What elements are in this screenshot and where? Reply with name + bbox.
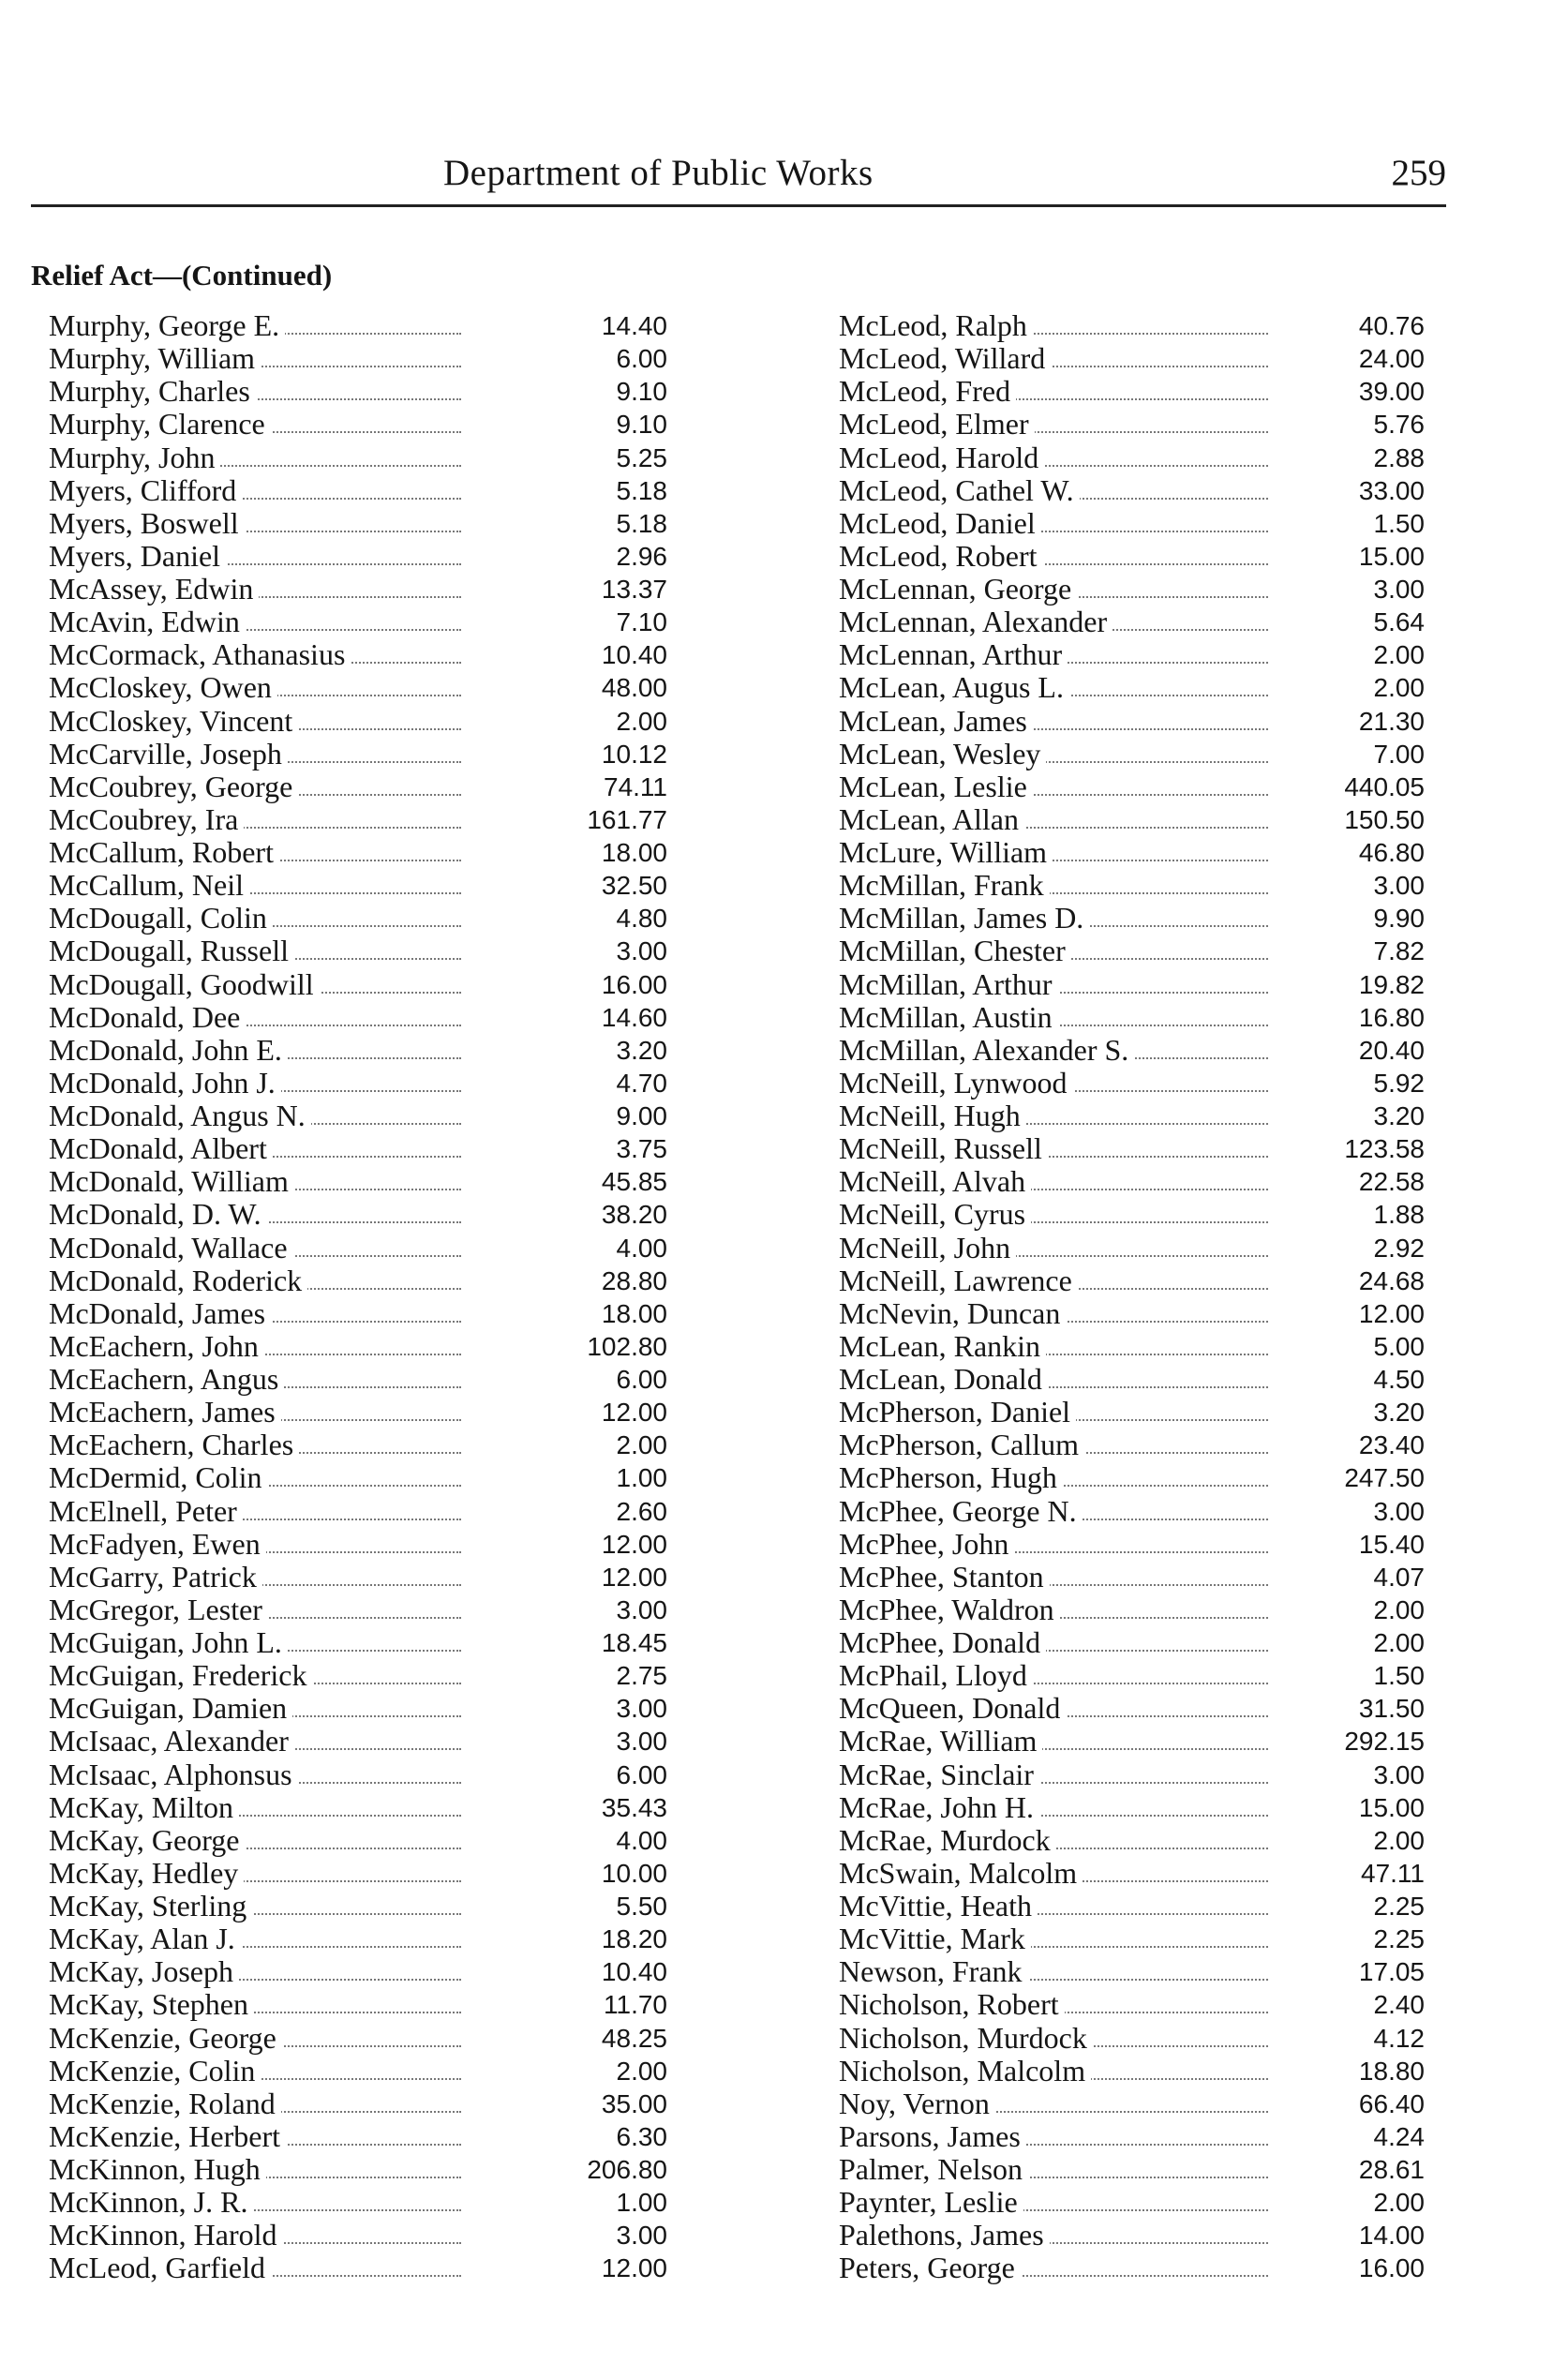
entry-amount: 33.00 <box>1358 475 1425 505</box>
entry-name: McKenzie, George <box>49 2022 282 2055</box>
entry-name: McGuigan, Damien <box>49 1692 292 1725</box>
entry-amount: 6.00 <box>616 1759 667 1789</box>
entry-amount: 39.00 <box>1358 377 1425 407</box>
entry-name: McCarville, Joseph <box>49 738 288 771</box>
entry-amount: 5.76 <box>1373 410 1425 440</box>
entry-amount: 6.00 <box>616 344 667 374</box>
entry-name: McCallum, Robert <box>49 836 279 869</box>
entry-amount: 21.30 <box>1358 706 1425 736</box>
entry-amount: 12.00 <box>601 2253 667 2283</box>
entry-name: McEachern, John <box>49 1330 264 1363</box>
entry-name: McLean, Augus L. <box>839 671 1069 704</box>
entry-name: McCoubrey, Ira <box>49 803 244 836</box>
entry-amount: 24.68 <box>1358 1265 1425 1295</box>
entry-name: McFadyen, Ewen <box>49 1528 266 1561</box>
entry-amount: 2.60 <box>616 1496 667 1526</box>
entry-amount: 9.00 <box>616 1101 667 1130</box>
entry-amount: 28.80 <box>601 1265 667 1295</box>
entry-name: McKay, Milton <box>49 1791 239 1824</box>
entry-name: McRae, William <box>839 1725 1042 1758</box>
entry-amount: 35.00 <box>601 2088 667 2118</box>
entry-amount: 15.00 <box>1358 1792 1425 1822</box>
entry-name: Murphy, George E. <box>49 309 285 342</box>
entry-name: McGuigan, Frederick <box>49 1659 312 1692</box>
entry-name: Nicholson, Murdock <box>839 2022 1093 2055</box>
entry-name: McNevin, Duncan <box>839 1297 1066 1330</box>
entry-name: Murphy, John <box>49 441 220 474</box>
entry-name: McIsaac, Alphonsus <box>49 1758 298 1791</box>
entry-amount: 4.12 <box>1373 2023 1425 2053</box>
entry-amount: 3.20 <box>1373 1398 1425 1428</box>
entry-amount: 2.00 <box>1373 1825 1425 1855</box>
entry-name: Peters, George <box>839 2252 1021 2284</box>
entry-name: McVittie, Mark <box>839 1923 1031 1955</box>
entry-name: McLeod, Garfield <box>49 2252 271 2284</box>
entry-name: McElnell, Peter <box>49 1495 243 1528</box>
entry-amount: 2.00 <box>1373 673 1425 703</box>
entry-name: Nicholson, Robert <box>839 1988 1065 2021</box>
entry-amount: 2.25 <box>1373 1924 1425 1954</box>
entry-name: McDonald, Albert <box>49 1132 273 1165</box>
entry-name: Paynter, Leslie <box>839 2186 1023 2219</box>
entry-amount: 206.80 <box>587 2155 667 2184</box>
entry-amount: 292.15 <box>1344 1727 1425 1757</box>
entry-name: McPherson, Callum <box>839 1429 1084 1461</box>
entry-name: McNeill, Russell <box>839 1132 1048 1165</box>
entry-name: McDonald, William <box>49 1165 294 1198</box>
entry-name: McCallum, Neil <box>49 869 249 902</box>
entry-amount: 14.40 <box>601 311 667 340</box>
entry-amount: 3.20 <box>616 1035 667 1065</box>
entry-amount: 16.80 <box>1358 1002 1425 1032</box>
entry-name: Noy, Vernon <box>839 2087 995 2120</box>
entry-amount: 9.90 <box>1373 904 1425 934</box>
entry-name: McDermid, Colin <box>49 1461 268 1494</box>
entry-name: McLeod, Willard <box>839 342 1051 375</box>
page-number: 259 <box>1391 153 1446 193</box>
entry-amount: 38.20 <box>601 1200 667 1230</box>
entry-name: McLean, Leslie <box>839 771 1033 803</box>
entry-name: Newson, Frank <box>839 1955 1028 1988</box>
entry-amount: 12.00 <box>601 1562 667 1592</box>
entry-name: McAvin, Edwin <box>49 606 246 638</box>
entry-name: McPhee, George N. <box>839 1495 1083 1528</box>
entry-name: McSwain, Malcolm <box>839 1857 1083 1890</box>
entry-name: Murphy, William <box>49 342 261 375</box>
entry-name: McRae, Sinclair <box>839 1758 1039 1791</box>
entry-amount: 5.25 <box>616 442 667 472</box>
entry-amount: 10.40 <box>601 1957 667 1987</box>
entry-name: McKinnon, Hugh <box>49 2153 266 2186</box>
entry-name: McDonald, Roderick <box>49 1264 307 1297</box>
entry-amount: 4.24 <box>1373 2121 1425 2151</box>
entry-amount: 3.00 <box>1373 871 1425 901</box>
entry-amount: 2.25 <box>1373 1892 1425 1921</box>
entry-name: McNeill, Lawrence <box>839 1264 1078 1297</box>
entry-name: McNeill, Alvah <box>839 1165 1031 1198</box>
entry-amount: 1.50 <box>1373 508 1425 538</box>
entry-amount: 5.50 <box>616 1892 667 1921</box>
entry-name: McLean, James <box>839 705 1033 738</box>
entry-name: Palethons, James <box>839 2219 1050 2252</box>
entry-name: McLeod, Fred <box>839 375 1016 408</box>
entry-amount: 35.43 <box>601 1792 667 1822</box>
entry-name: McLeod, Harold <box>839 441 1044 474</box>
entry-name: McDonald, John J. <box>49 1067 281 1100</box>
entry-name: McLennan, Alexander <box>839 606 1113 638</box>
entry-amount: 3.00 <box>1373 1759 1425 1789</box>
entry-name: McDougall, Goodwill <box>49 968 320 1001</box>
entry-amount: 3.00 <box>616 2221 667 2251</box>
entry-amount: 14.60 <box>601 1002 667 1032</box>
entry-amount: 47.11 <box>1361 1858 1425 1888</box>
entry-name: Palmer, Nelson <box>839 2153 1028 2186</box>
entry-name: McLeod, Daniel <box>839 507 1041 540</box>
entry-name: McPherson, Daniel <box>839 1396 1076 1429</box>
entry-name: McLennan, Arthur <box>839 638 1068 671</box>
entry-amount: 66.40 <box>1358 2088 1425 2118</box>
entry-amount: 18.20 <box>601 1924 667 1954</box>
entry-amount: 18.00 <box>601 838 667 867</box>
entry-name: McLeod, Elmer <box>839 408 1035 441</box>
entry-amount: 14.00 <box>1358 2221 1425 2251</box>
entry-amount: 48.25 <box>601 2023 667 2053</box>
entry-amount: 46.80 <box>1358 838 1425 867</box>
entry-name: McCloskey, Owen <box>49 671 277 704</box>
entry-amount: 12.00 <box>601 1398 667 1428</box>
entry-name: McDonald, D. W. <box>49 1198 267 1231</box>
entry-name: McEachern, Angus <box>49 1363 284 1396</box>
entry-name: McDonald, John E. <box>49 1034 288 1067</box>
entry-amount: 4.50 <box>1373 1365 1425 1394</box>
entry-name: McCoubrey, George <box>49 771 298 803</box>
entry-name: McNeill, John <box>839 1232 1016 1264</box>
entry-name: McKay, George <box>49 1824 245 1857</box>
entry-name: McMillan, Alexander S. <box>839 1034 1134 1067</box>
entry-amount: 32.50 <box>601 871 667 901</box>
entry-amount: 10.12 <box>601 739 667 769</box>
entry-amount: 2.00 <box>1373 1594 1425 1624</box>
entry-amount: 18.00 <box>601 1298 667 1328</box>
entry-amount: 4.07 <box>1373 1562 1425 1592</box>
entry-name: McEachern, James <box>49 1396 281 1429</box>
entry-amount: 2.75 <box>616 1661 667 1691</box>
entry-amount: 1.00 <box>616 1463 667 1493</box>
entry-amount: 123.58 <box>1344 1134 1425 1164</box>
entry-amount: 13.37 <box>601 575 667 604</box>
entry-amount: 4.00 <box>616 1233 667 1263</box>
entry-amount: 5.92 <box>1373 1068 1425 1098</box>
entry-name: McDonald, Wallace <box>49 1232 293 1264</box>
entry-amount: 2.00 <box>1373 2188 1425 2218</box>
entry-amount: 161.77 <box>587 804 667 834</box>
entry-name: McKay, Sterling <box>49 1890 252 1923</box>
entry-amount: 48.00 <box>601 673 667 703</box>
entry-name: McMillan, James D. <box>839 902 1089 935</box>
entry-name: Myers, Daniel <box>49 540 226 573</box>
entry-name: McLennan, George <box>839 573 1077 606</box>
entry-amount: 28.61 <box>1358 2155 1425 2184</box>
entry-amount: 6.30 <box>616 2121 667 2151</box>
entry-name: Murphy, Clarence <box>49 408 271 441</box>
entry-amount: 7.00 <box>1373 739 1425 769</box>
entry-amount: 1.50 <box>1373 1661 1425 1691</box>
entry-amount: 2.00 <box>616 706 667 736</box>
entry-name: McKay, Alan J. <box>49 1923 241 1955</box>
entry-name: McKay, Hedley <box>49 1857 244 1890</box>
entry-amount: 6.00 <box>616 1365 667 1394</box>
entry-name: Parsons, James <box>839 2120 1026 2153</box>
entry-name: McMillan, Arthur <box>839 968 1058 1001</box>
entry-amount: 7.82 <box>1373 936 1425 966</box>
entry-amount: 10.00 <box>601 1858 667 1888</box>
entry-amount: 102.80 <box>587 1331 667 1361</box>
entry-name: McLeod, Robert <box>839 540 1043 573</box>
entry-name: McCormack, Athanasius <box>49 638 351 671</box>
entry-name: McKay, Stephen <box>49 1988 254 2021</box>
entry-name: McMillan, Frank <box>839 869 1050 902</box>
entry-amount: 7.10 <box>616 607 667 637</box>
entry-name: McLeod, Cathel W. <box>839 474 1080 507</box>
page-title: Department of Public Works <box>443 153 874 193</box>
entry-amount: 2.92 <box>1373 1233 1425 1263</box>
entry-amount: 10.40 <box>601 640 667 670</box>
entry-amount: 2.88 <box>1373 442 1425 472</box>
entry-name: McLure, William <box>839 836 1053 869</box>
entry-amount: 31.50 <box>1358 1694 1425 1724</box>
entry-name: Myers, Boswell <box>49 507 245 540</box>
entry-amount: 3.20 <box>1373 1101 1425 1130</box>
entry-amount: 1.00 <box>616 2188 667 2218</box>
entry-amount: 247.50 <box>1344 1463 1425 1493</box>
entry-amount: 12.00 <box>1358 1298 1425 1328</box>
entry-amount: 20.40 <box>1358 1035 1425 1065</box>
entry-name: McCloskey, Vincent <box>49 705 298 738</box>
section-title: Relief Act—(Continued) <box>31 259 333 292</box>
entry-name: McMillan, Chester <box>839 935 1071 967</box>
entry-name: McGregor, Lester <box>49 1593 268 1626</box>
entry-amount: 15.40 <box>1358 1529 1425 1559</box>
entry-amount: 4.70 <box>616 1068 667 1098</box>
entry-amount: 440.05 <box>1344 771 1425 801</box>
entry-amount: 3.00 <box>1373 1496 1425 1526</box>
entry-amount: 1.88 <box>1373 1200 1425 1230</box>
entry-amount: 3.00 <box>1373 575 1425 604</box>
entry-name: McDonald, Angus N. <box>49 1100 311 1132</box>
entry-amount: 3.00 <box>616 1694 667 1724</box>
entry-amount: 9.10 <box>616 410 667 440</box>
entry-name: McDonald, James <box>49 1297 271 1330</box>
entry-name: McDougall, Russell <box>49 935 294 967</box>
entry-amount: 74.11 <box>604 771 667 801</box>
entry-name: Murphy, Charles <box>49 375 256 408</box>
entry-name: McAssey, Edwin <box>49 573 259 606</box>
entry-amount: 5.18 <box>616 475 667 505</box>
entry-amount: 4.80 <box>616 904 667 934</box>
entry-amount: 5.18 <box>616 508 667 538</box>
entry-name: McGuigan, John L. <box>49 1626 288 1659</box>
entry-amount: 45.85 <box>601 1167 667 1197</box>
entry-name: McKenzie, Colin <box>49 2055 261 2087</box>
entry-amount: 18.80 <box>1358 2056 1425 2086</box>
entry-name: McEachern, Charles <box>49 1429 299 1461</box>
entry-amount: 17.05 <box>1358 1957 1425 1987</box>
entry-amount: 23.40 <box>1358 1430 1425 1460</box>
entry-amount: 19.82 <box>1358 969 1425 999</box>
header-rule <box>31 204 1446 207</box>
entry-amount: 2.00 <box>616 2056 667 2086</box>
entry-name: McNeill, Cyrus <box>839 1198 1031 1231</box>
entry-name: McLean, Rankin <box>839 1330 1046 1363</box>
entry-amount: 40.76 <box>1358 311 1425 340</box>
entry-name: McPhee, Waldron <box>839 1593 1060 1626</box>
entry-amount: 2.00 <box>1373 1628 1425 1657</box>
entry-name: McKenzie, Roland <box>49 2087 281 2120</box>
entry-name: McMillan, Austin <box>839 1001 1058 1034</box>
entry-amount: 3.00 <box>616 936 667 966</box>
entry-name: McPhee, Stanton <box>839 1561 1050 1593</box>
entry-name: McNeill, Hugh <box>839 1100 1026 1132</box>
entry-amount: 24.00 <box>1358 344 1425 374</box>
entry-amount: 3.00 <box>616 1594 667 1624</box>
entry-name: McLean, Allan <box>839 803 1024 836</box>
entry-name: McKinnon, J. R. <box>49 2186 253 2219</box>
entry-name: McQueen, Donald <box>839 1692 1066 1725</box>
entry-name: McPhail, Lloyd <box>839 1659 1033 1692</box>
entry-amount: 2.00 <box>1373 640 1425 670</box>
entry-name: McLeod, Ralph <box>839 309 1033 342</box>
entry-name: McDonald, Dee <box>49 1001 246 1034</box>
entry-amount: 5.00 <box>1373 1331 1425 1361</box>
entry-name: McPherson, Hugh <box>839 1461 1063 1494</box>
entry-amount: 150.50 <box>1344 804 1425 834</box>
entry-amount: 15.00 <box>1358 541 1425 571</box>
entry-name: Myers, Clifford <box>49 474 242 507</box>
entry-name: McKay, Joseph <box>49 1955 239 1988</box>
entry-amount: 12.00 <box>601 1529 667 1559</box>
entry-amount: 3.00 <box>616 1727 667 1757</box>
entry-name: McVittie, Heath <box>839 1890 1038 1923</box>
entry-name: McGarry, Patrick <box>49 1561 262 1593</box>
entry-amount: 11.70 <box>604 1990 667 2020</box>
entry-name: McPhee, John <box>839 1528 1014 1561</box>
entry-name: McLean, Donald <box>839 1363 1048 1396</box>
page-header <box>31 148 1446 204</box>
entry-amount: 5.64 <box>1373 607 1425 637</box>
entry-name: McNeill, Lynwood <box>839 1067 1073 1100</box>
entry-amount: 16.00 <box>1358 2253 1425 2283</box>
entry-name: McIsaac, Alexander <box>49 1725 294 1758</box>
entry-name: McRae, John H. <box>839 1791 1039 1824</box>
entry-amount: 2.00 <box>616 1430 667 1460</box>
entry-name: McLean, Wesley <box>839 738 1046 771</box>
entry-amount: 4.00 <box>616 1825 667 1855</box>
entry-name: McKinnon, Harold <box>49 2219 283 2252</box>
entry-amount: 2.96 <box>616 541 667 571</box>
entry-amount: 3.75 <box>616 1134 667 1164</box>
entry-name: Nicholson, Malcolm <box>839 2055 1091 2087</box>
entry-name: McRae, Murdock <box>839 1824 1056 1857</box>
entry-name: McDougall, Colin <box>49 902 273 935</box>
entry-name: McPhee, Donald <box>839 1626 1046 1659</box>
entry-amount: 22.58 <box>1358 1167 1425 1197</box>
entry-amount: 2.40 <box>1373 1990 1425 2020</box>
entry-amount: 16.00 <box>601 969 667 999</box>
entry-amount: 9.10 <box>616 377 667 407</box>
entry-name: McKenzie, Herbert <box>49 2120 286 2153</box>
entry-amount: 18.45 <box>601 1628 667 1657</box>
